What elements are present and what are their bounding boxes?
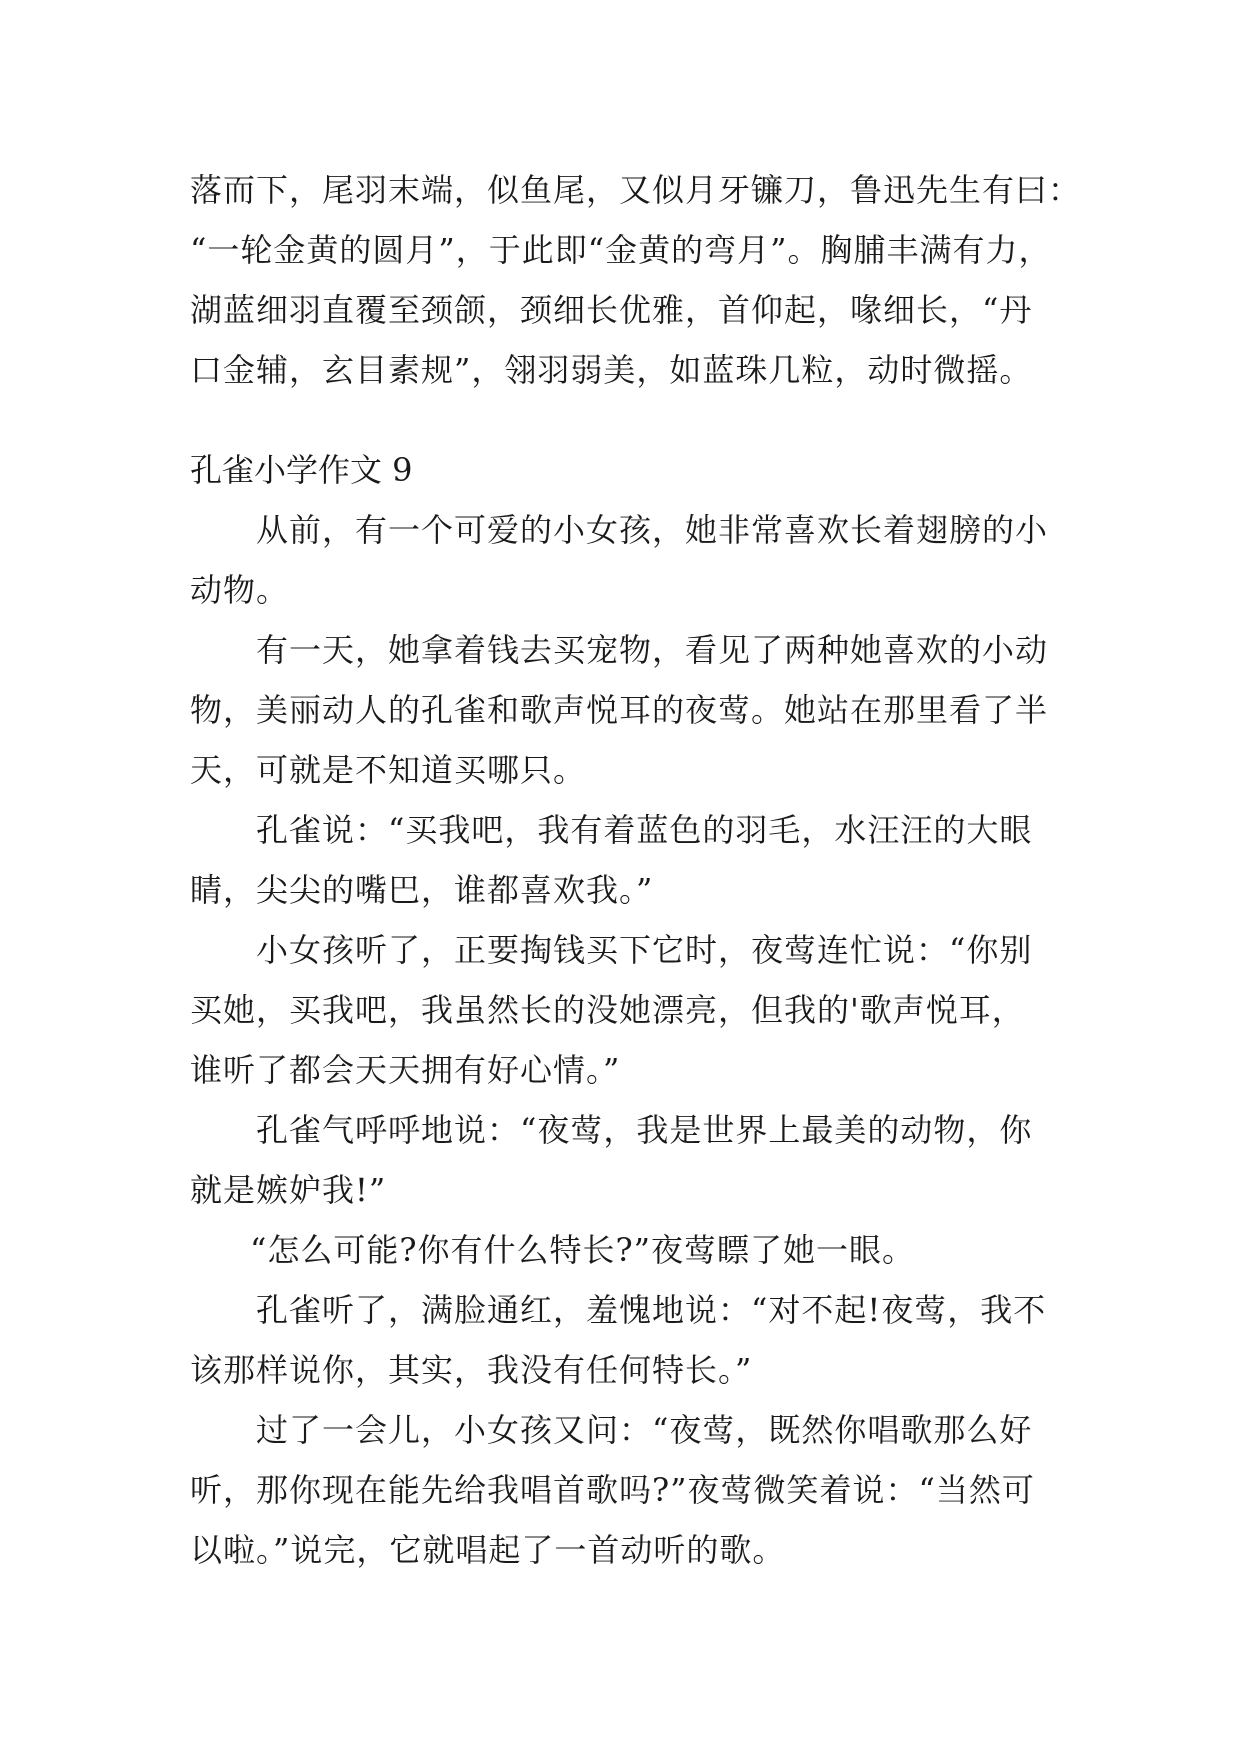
paragraph-3	[190, 800, 1052, 920]
paragraph-line: 孔雀气呼呼地说：“夜莺，我是世界上最美的动物，你	[256, 1111, 1033, 1149]
paragraph-line: “怎么可能?你有什么特长?”夜莺瞟了她一眼。	[250, 1231, 916, 1269]
paragraph-line: 该那样说你，其实，我没有任何特长。”	[190, 1351, 753, 1389]
paragraph-line: 以啦。”说完，它就唱起了一首动听的歌。	[190, 1531, 786, 1569]
paragraph-line: 小女孩听了，正要掏钱买下它时，夜莺连忙说：“你别	[256, 931, 1033, 969]
paragraph-line: 口金辅，玄目素规”，翎羽弱美，如蓝珠几粒，动时微摇。	[190, 351, 1033, 389]
paragraph-8	[190, 1400, 1052, 1580]
intro-paragraph	[190, 160, 1082, 400]
paragraph-4	[190, 920, 1052, 1100]
paragraph-line: 孔雀说：“买我吧，我有着蓝色的羽毛，水汪汪的大眼	[256, 811, 1033, 849]
paragraph-1	[190, 500, 1052, 620]
paragraph-6	[190, 1220, 1052, 1280]
paragraph-line: “一轮金黄的圆月”，于此即“金黄的弯月”。胸脯丰满有力，	[190, 231, 1052, 269]
paragraph-line: 动物。	[190, 571, 290, 609]
paragraph-line: 买她，买我吧，我虽然长的没她漂亮，但我的'歌声悦耳，	[190, 991, 1025, 1029]
paragraph-line: 睛，尖尖的嘴巴，谁都喜欢我。”	[190, 871, 654, 909]
paragraph-line: 从前，有一个可爱的小女孩，她非常喜欢长着翅膀的小	[256, 511, 1049, 549]
paragraph-line: 落而下，尾羽末端，似鱼尾，又似月牙镰刀，鲁迅先生有曰：	[190, 171, 1082, 209]
paragraph-line: 有一天，她拿着钱去买宠物，看见了两种她喜欢的小动	[256, 631, 1049, 669]
paragraph-7	[190, 1280, 1052, 1400]
paragraph-line: 过了一会儿，小女孩又问：“夜莺，既然你唱歌那么好	[256, 1411, 1033, 1449]
document-page	[190, 160, 1082, 1580]
paragraph-line: 天，可就是不知道买哪只。	[190, 751, 587, 789]
section-title: 孔雀小学作文 9	[190, 451, 413, 489]
paragraph-line: 就是嫉妒我!”	[190, 1171, 387, 1209]
paragraph-2	[190, 620, 1052, 800]
paragraph-line: 物，美丽动人的孔雀和歌声悦耳的夜莺。她站在那里看了半	[190, 691, 1049, 729]
paragraph-line: 湖蓝细羽直覆至颈颌，颈细长优雅，首仰起，喙细长，“丹	[190, 291, 1033, 329]
paragraph-5	[190, 1100, 1052, 1220]
paragraph-line: 听，那你现在能先给我唱首歌吗?”夜莺微笑着说：“当然可	[190, 1471, 1035, 1509]
paragraph-line: 孔雀听了，满脸通红，羞愧地说：“对不起!夜莺，我不	[256, 1291, 1047, 1329]
paragraph-line: 谁听了都会天天拥有好心情。”	[190, 1051, 621, 1089]
paragraph-gap	[190, 400, 1052, 440]
